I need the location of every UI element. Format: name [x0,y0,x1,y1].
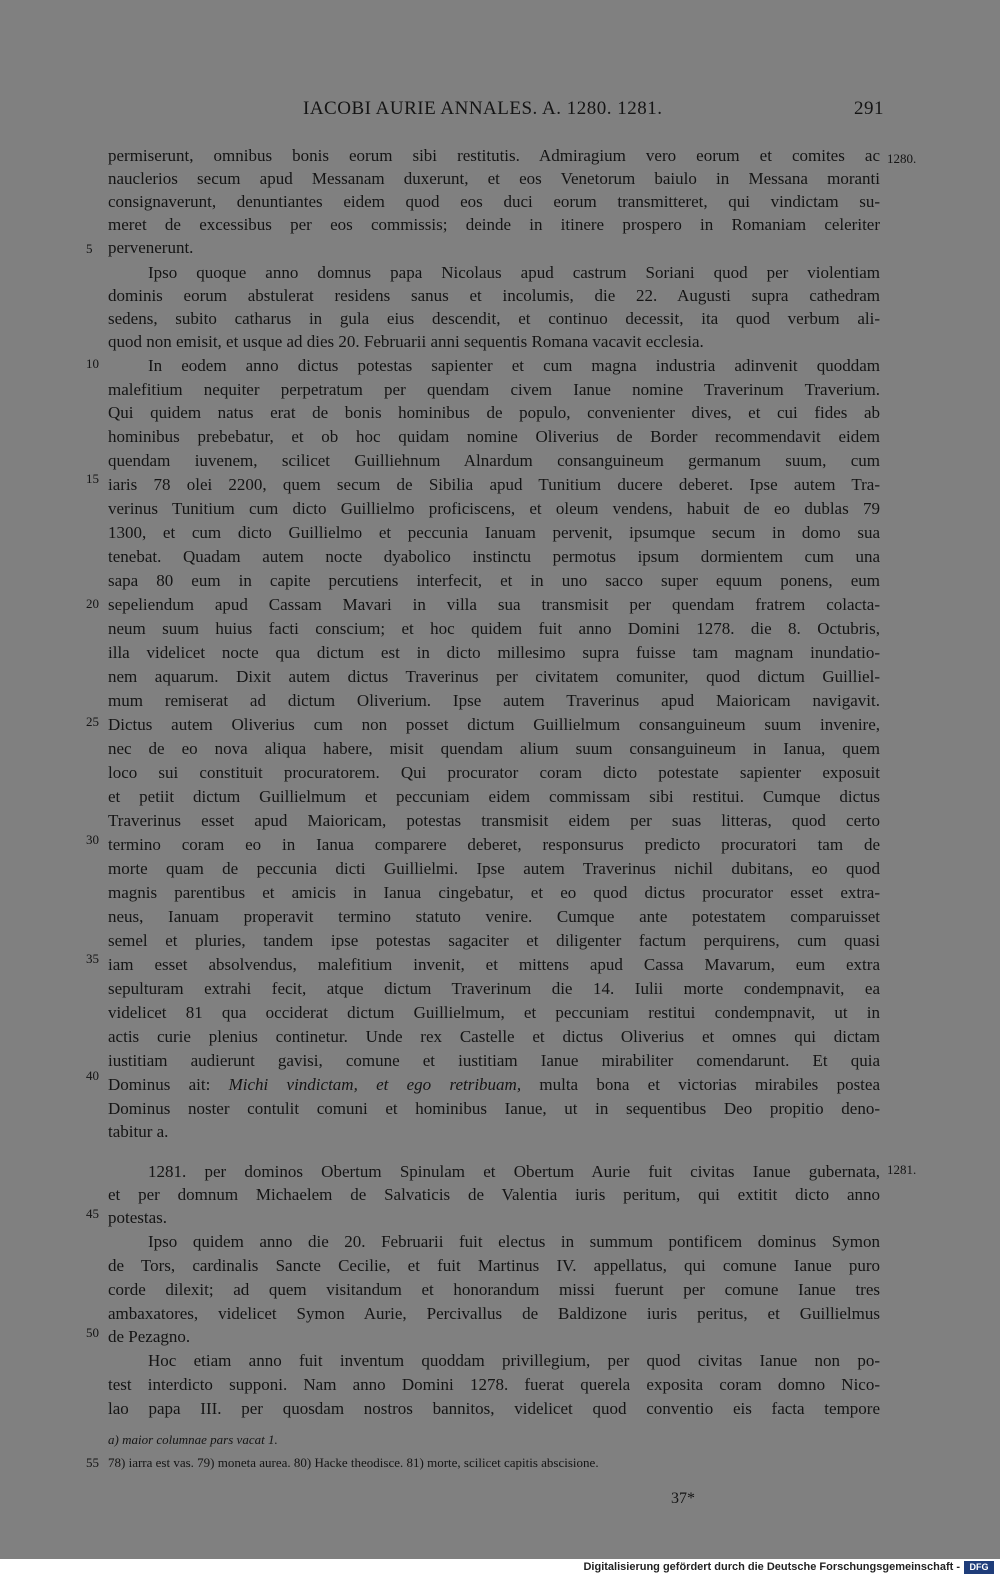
text-line: nem aquarum. Dixit autem dictus Traverinus per civitatem comuniter, quod dictum Guilliel- [108,667,880,686]
line-number: 15 [86,471,99,486]
text-line: tabitur a. [108,1122,169,1141]
text-line: test interdicto supponi. Nam anno Domini 1278. fuerat querela exposita coram domno Nico- [108,1375,880,1394]
text-line: sapa 80 eum in capite percutiens interfecit, et in uno sacco super equum ponens, eum [108,571,880,590]
text-line: 1300, et cum dicto Guillielmo et peccunia Ianuam pervenit, ipsumque secum in domo sua [108,523,880,542]
text-line: 1281. per dominos Obertum Spinulam et Obertum Aurie fuit civitas Ianue gubernata, [148,1162,880,1181]
page-number: 291 [854,98,884,119]
text-line: nec de eo nova aliqua habere, misit quendam alium suum consanguineum in Ianua, quem [108,739,880,758]
text-line: corde dilexit; ad quem visitandum et honorandum missi fuerunt per comune Ianue tres [108,1280,880,1299]
text-line: de Tors, cardinalis Sancte Cecilie, et fuit Martinus IV. appellatus, qui comune Ianue puro [108,1256,880,1275]
running-title: IACOBI AURIE ANNALES. A. 1280. 1281. [303,98,663,119]
margin-year: 1281. [887,1162,917,1177]
text-line: pervenerunt. [108,238,194,257]
text-line [108,1073,880,1096]
text-line: neus, Ianuam properavit termino statuto venire. Cumque ante potestatem comparuisset [108,907,880,926]
text-line: morte quam de peccunia dicti Guillielmi. Ipse autem Traverinus nichil dubitans, eo quod [108,859,880,878]
line-number: 35 [86,951,99,966]
text-line: tenebat. Quadam autem nocte dyabolico instinctu permotus ipsum dormientem cum una [108,547,880,566]
line-number: 20 [86,596,99,611]
text-line: iustitiam audierunt gavisi, comune et iustitiam Ianue mirabiliter comendarunt. Et quia [108,1051,880,1070]
text-line: de Pezagno. [108,1327,191,1346]
text-span: Dominus ait: [108,1075,229,1094]
running-header [108,98,884,126]
text-line: loco sui constituit procuratorem. Qui procurator coram dicto potestate sapienter exposuit [108,763,880,782]
text-line: nauclerios secum apud Messanam duxerunt, et eos Venetorum baiulo in Messana moranti [108,169,880,188]
line-number: 5 [86,241,93,256]
text-line: videlicet 81 qua occiderat dictum Guillielmum, et peccuniam restitui condempnavit, ut in [108,1003,880,1022]
text-line: iaris 78 olei 2200, quem secum de Sibilia apud Tunitium ducere deberet. Ipse autem Tra- [108,475,880,494]
text-line: mum remiserat ad dictum Oliverium. Ipse autem Traverinus apud Maioricam navigavit. [108,691,880,710]
line-number: 40 [86,1068,99,1083]
line-number: 50 [86,1325,99,1340]
text-line: meret de excessibus per eos commissis; deinde in itinere prospero in Romaniam celeriter [108,215,880,234]
margin-year: 1280. [887,151,917,166]
text-line: In eodem anno dictus potestas sapienter et cum magna industria adinvenit quoddam [148,356,880,375]
text-line: malefitium nequiter perpetratum per quendam civem Ianue nomine Traverinum Traverium. [108,380,880,399]
text-line: consignaverunt, denuntiantes eidem quod eos duci eorum transmitteret, qui vindictam su- [108,192,880,211]
quotation: Michi vindictam, et ego retribuam, [228,1075,522,1094]
signature-mark: 37* [671,1490,695,1507]
text-line: lao papa III. per quosdam nostros bannitos, videlicet quod conventio eis facta tempore [108,1399,880,1418]
text-line: sepeliendum apud Cassam Mavari in villa sua transmisit per quendam fratrem colacta- [108,595,880,614]
text-line: verinus Tunitium cum dicto Guillielmo proficiscens, et oleum vendens, habuit de eo dublas 79 [108,499,880,518]
text-line: permiserunt, omnibus bonis eorum sibi restitutis. Admiragium vero eorum et comites ac [108,146,880,165]
text-line: quendam iuvenem, scilicet Guilliehnum Alnardum consanguineum germanum suum, cum [108,451,880,470]
text-line: semel et pluries, tandem ipse potestas sagaciter et diligenter factum perquirens, cum quasi [108,931,880,950]
footnote-numbered: 78) iarra est vas. 79) moneta aurea. 80) Hacke theodisce. 81) morte, scilicet capitis abscisione. [108,1455,599,1470]
text-line: Dominus noster contulit comuni et hominibus Ianue, ut in sequentibus Deo propitio deno- [108,1099,880,1118]
dfg-logo-icon: DFG [964,1561,994,1574]
text-line: et per domnum Michaelem de Salvaticis de Valentia iuris peritum, qui extitit dicto anno [108,1185,880,1204]
text-line: hominibus prebebatur, et ob hoc quidam nomine Oliverius de Border recommendavit eidem [108,427,880,446]
text-line: quod non emisit, et usque ad dies 20. Februarii anni sequentis Romana vacavit ecclesia. [108,332,704,351]
text-line: Dictus autem Oliverius cum non posset dictum Guillielmum consanguineum suum invenire, [108,715,880,734]
line-number: 55 [86,1455,99,1470]
text-line: illa videlicet nocte qua dictum est in dicto millesimo supra fuisse tam magnam inundatio- [108,643,880,662]
text-line: Ipso quidem anno die 20. Februarii fuit electus in summum pontificem dominus Symon [148,1232,880,1251]
text-line: Hoc etiam anno fuit inventum quoddam privillegium, per quod civitas Ianue non po- [148,1351,880,1370]
line-number: 10 [86,356,99,371]
text-line: dominis eorum abstulerat residens sanus et incolumis, die 22. Augusti supra cathedram [108,286,880,305]
text-line: Ipso quoque anno domnus papa Nicolaus apud castrum Soriani quod per violentiam [148,263,880,282]
text-span: multa bona et victorias mirabiles postea [521,1075,880,1094]
text-line: actis curie plenius continetur. Unde rex Castelle et dictus Oliverius et omnes qui dictam [108,1027,880,1046]
footnote-a: a) maior columnae pars vacat 1. [108,1432,278,1447]
text-line: sedens, subito catharus in gula eius descendit, et continuo decessit, ita quod verbum ali- [108,309,880,328]
text-line: Qui quidem natus erat de bonis hominibus de populo, convenienter dives, et cui fides ab [108,403,880,422]
text-line: sepulturam extrahi fecit, atque dictum Traverinum die 14. Iulii morte condempnavit, ea [108,979,880,998]
text-line: potestas. [108,1208,168,1227]
text-line: magnis parentibus et amicis in Ianua cingebatur, et eo quod dictus procurator esset extra- [108,883,880,902]
text-line: termino coram eo in Ianua comparere deberet, responsurus predicto procuratori tam de [108,835,880,854]
line-number: 25 [86,714,99,729]
text-line: neum suum huius facti conscium; et hoc quidem fuit anno Domini 1278. die 8. Octubris, [108,619,880,638]
text-line: Traverinus esset apud Maioricam, potestas transmisit eidem per suas litteras, quod certo [108,811,880,830]
text-line: et petiit dictum Guillielmum et peccuniam eidem commissam sibi restitui. Cumque dictus [108,787,880,806]
footer-credit: Digitalisierung gefördert durch die Deutsche Forschungsgemeinschaft - [583,1561,960,1573]
text-line: ambaxatores, videlicet Symon Aurie, Percivallus de Baldizone iuris peritus, et Guillielmus [108,1304,880,1323]
text-line: iam esset absolvendus, malefitium invenit, et mittens apud Cassa Mavarum, eum extra [108,955,880,974]
footer-bar [0,1559,1000,1577]
line-number: 30 [86,832,99,847]
line-number: 45 [86,1206,99,1221]
